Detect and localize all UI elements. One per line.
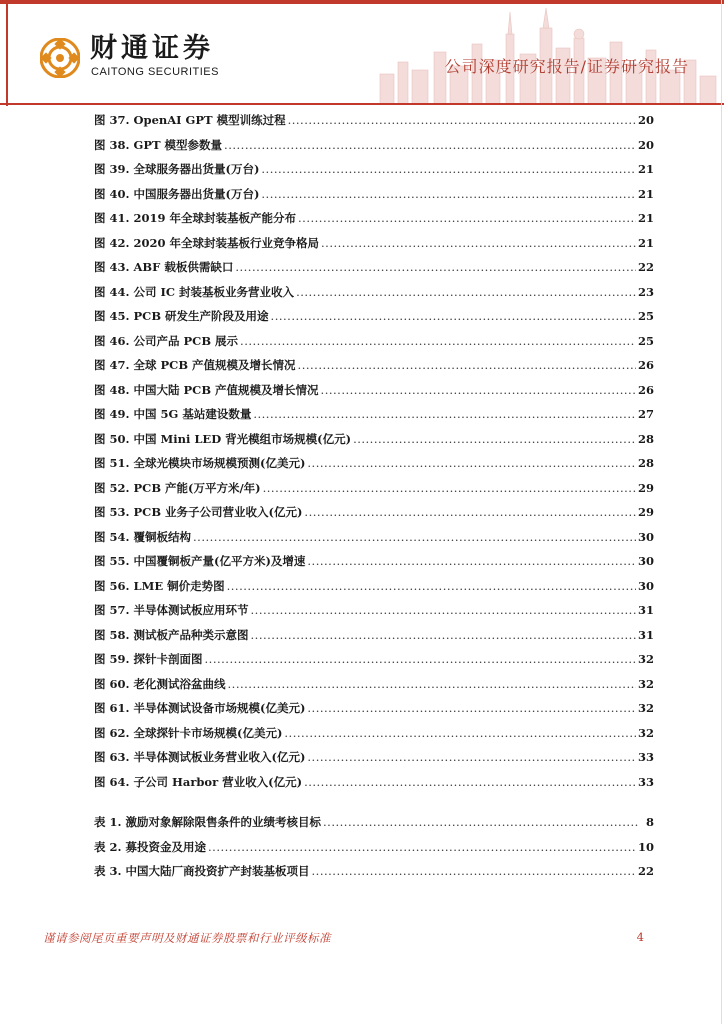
right-margin-rule	[721, 0, 722, 1024]
figure-toc-entry[interactable]	[94, 186, 654, 211]
figure-toc-entry[interactable]	[94, 676, 654, 701]
dot-leader	[240, 334, 636, 348]
figure-toc-entry[interactable]	[94, 112, 654, 137]
figure-entry-page: 26	[637, 382, 654, 397]
dot-leader	[193, 530, 636, 544]
figure-entry-page: 26	[637, 358, 654, 372]
figure-entry-title: 图 49. 中国 5G 基站建设数量	[94, 407, 252, 421]
figure-toc-entry[interactable]	[94, 382, 654, 407]
dot-leader	[321, 236, 636, 250]
figure-entry-page: 32	[637, 676, 654, 691]
dot-leader	[323, 815, 638, 829]
figure-entry-title: 图 60. 老化测试浴盆曲线	[94, 676, 226, 691]
figure-entry-page: 28	[637, 456, 654, 470]
figure-entry-title: 图 38. GPT 模型参数量	[94, 137, 223, 152]
figure-entry-page: 30	[637, 554, 654, 568]
figure-entry-page: 25	[637, 309, 654, 323]
dot-leader	[228, 677, 636, 691]
figure-entry-page: 30	[637, 578, 654, 593]
table-toc-entry[interactable]	[94, 814, 654, 839]
figure-entry-page: 20	[637, 137, 654, 152]
figure-entry-page: 32	[637, 725, 654, 740]
figure-entry-page: 33	[637, 774, 654, 789]
figure-entry-title: 图 47. 全球 PCB 产值规模及增长情况	[94, 358, 296, 372]
figure-entry-page: 27	[637, 407, 654, 421]
figure-toc-entry[interactable]	[94, 357, 654, 382]
figure-toc-entry[interactable]	[94, 431, 654, 456]
figure-entry-page: 33	[637, 750, 654, 764]
figure-entry-title: 图 61. 半导体测试设备市场规模(亿美元)	[94, 701, 306, 715]
figure-entry-title: 图 39. 全球服务器出货量(万台)	[94, 162, 260, 176]
figure-entry-page: 21	[637, 186, 654, 201]
dot-leader	[205, 652, 636, 666]
figure-toc-entry[interactable]	[94, 137, 654, 162]
dot-leader	[271, 309, 636, 323]
left-accent-rule	[6, 0, 8, 106]
dot-leader	[304, 775, 636, 789]
page-header	[0, 0, 724, 106]
figure-entry-page: 28	[637, 431, 654, 446]
table-of-contents	[94, 112, 654, 888]
dot-leader	[224, 138, 636, 152]
dot-leader	[304, 505, 636, 519]
dot-leader	[208, 840, 636, 854]
figure-entry-title: 图 42. 2020 年全球封装基板行业竞争格局	[94, 235, 320, 250]
footer-page-number: 4	[636, 930, 644, 944]
figure-toc-entry[interactable]	[94, 455, 654, 480]
figure-entry-title: 图 54. 覆铜板结构	[94, 529, 192, 544]
figure-toc-entry[interactable]	[94, 504, 654, 529]
figure-entry-title: 图 37. OpenAI GPT 模型训练过程	[94, 113, 286, 127]
figure-entry-page: 21	[637, 211, 654, 225]
figure-entry-title: 图 48. 中国大陆 PCB 产值规模及增长情况	[94, 382, 319, 397]
dot-leader	[251, 628, 636, 642]
dot-leader	[251, 603, 636, 617]
dot-leader	[227, 579, 636, 593]
figure-entry-title: 图 58. 测试板产品种类示意图	[94, 627, 249, 642]
figure-entry-title: 图 52. PCB 产能(万平方米/年)	[94, 480, 261, 495]
table-entry-title: 表 3. 中国大陆厂商投资扩产封装基板项目	[94, 864, 310, 878]
figure-entry-title: 图 50. 中国 Mini LED 背光模组市场规模(亿元)	[94, 431, 352, 446]
figure-entry-page: 20	[637, 113, 654, 127]
dot-leader	[261, 187, 636, 201]
figure-entry-title: 图 41. 2019 年全球封装基板产能分布	[94, 211, 297, 225]
figure-entry-title: 图 63. 半导体测试板业务营业收入(亿元)	[94, 750, 306, 764]
figure-toc-entry[interactable]	[94, 700, 654, 725]
caitong-logo-icon	[40, 38, 80, 78]
figure-entry-page: 29	[637, 480, 654, 495]
figure-entry-title: 图 53. PCB 业务子公司营业收入(亿元)	[94, 505, 303, 519]
dot-leader	[298, 358, 636, 372]
figure-entry-title: 图 45. PCB 研发生产阶段及用途	[94, 309, 269, 323]
figure-toc-entry[interactable]	[94, 774, 654, 799]
figure-entry-title: 图 59. 探针卡剖面图	[94, 652, 203, 666]
table-toc-entry[interactable]	[94, 839, 654, 864]
dot-leader	[353, 432, 636, 446]
brand-name-cn: 财通证券	[90, 33, 214, 64]
header-divider	[0, 103, 724, 105]
figure-entry-title: 图 44. 公司 IC 封装基板业务营业收入	[94, 284, 295, 299]
dot-leader	[307, 456, 636, 470]
brand-name-en: CAITONG SECURITIES	[91, 66, 219, 78]
footer-disclaimer: 谨请参阅尾页重要声明及财通证券股票和行业评级标准	[43, 931, 331, 945]
table-entry-page: 22	[637, 864, 654, 878]
figure-toc-entry[interactable]	[94, 725, 654, 750]
dot-leader	[261, 162, 636, 176]
dot-leader	[312, 864, 636, 878]
table-toc-entry[interactable]	[94, 863, 654, 888]
figure-toc-entry[interactable]	[94, 308, 654, 333]
figure-entry-page: 32	[637, 652, 654, 666]
figure-toc-entry[interactable]	[94, 749, 654, 774]
figure-entry-title: 图 64. 子公司 Harbor 营业收入(亿元)	[94, 774, 303, 789]
dot-leader	[284, 726, 636, 740]
figure-entry-title: 图 46. 公司产品 PCB 展示	[94, 333, 239, 348]
figure-entry-title: 图 51. 全球光模块市场规模预测(亿美元)	[94, 456, 306, 470]
figure-toc-entry[interactable]	[94, 553, 654, 578]
table-entry-title: 表 2. 募投资金及用途	[94, 839, 207, 854]
figure-entry-page: 25	[637, 333, 654, 348]
figure-entry-title: 图 56. LME 铜价走势图	[94, 578, 225, 593]
figure-entry-page: 21	[637, 162, 654, 176]
figure-toc-entry[interactable]	[94, 602, 654, 627]
figure-entry-title: 图 40. 中国服务器出货量(万台)	[94, 186, 260, 201]
figure-entry-page: 22	[637, 260, 654, 274]
table-entry-title: 表 1. 激励对象解除限售条件的业绩考核目标	[94, 815, 322, 829]
dot-leader	[253, 407, 636, 421]
figure-toc-entry[interactable]	[94, 259, 654, 284]
table-entry-page: 10	[637, 839, 654, 854]
figure-entry-page: 31	[637, 627, 654, 642]
dot-leader	[307, 554, 636, 568]
dot-leader	[296, 285, 636, 299]
figure-toc-entry[interactable]	[94, 161, 654, 186]
dot-leader	[298, 211, 636, 225]
dot-leader	[321, 383, 636, 397]
figure-entry-title: 图 43. ABF 载板供需缺口	[94, 260, 234, 274]
figure-toc-entry[interactable]	[94, 529, 654, 554]
figure-toc-entry[interactable]	[94, 578, 654, 603]
figure-entry-page: 31	[637, 603, 654, 617]
figure-entry-page: 21	[637, 235, 654, 250]
figure-toc-entry[interactable]	[94, 627, 654, 652]
figure-toc-entry[interactable]	[94, 406, 654, 431]
dot-leader	[263, 481, 636, 495]
figure-toc-entry[interactable]	[94, 480, 654, 505]
report-type-label: 公司深度研究报告/证券研究报告	[444, 57, 689, 76]
dot-leader	[235, 260, 636, 274]
figure-toc-entry[interactable]	[94, 284, 654, 309]
figure-entry-page: 32	[637, 701, 654, 715]
figure-entry-title: 图 62. 全球探针卡市场规模(亿美元)	[94, 725, 283, 740]
dot-leader	[307, 750, 636, 764]
figure-entry-page: 23	[637, 284, 654, 299]
figure-toc-entry[interactable]	[94, 333, 654, 358]
dot-leader	[288, 113, 636, 127]
figure-entry-page: 29	[637, 505, 654, 519]
dot-leader	[307, 701, 636, 715]
figure-toc-entry[interactable]	[94, 210, 654, 235]
figure-entry-title: 图 57. 半导体测试板应用环节	[94, 603, 249, 617]
figure-toc-entry[interactable]	[94, 235, 654, 260]
table-entry-page: 8	[645, 815, 654, 829]
section-gap	[94, 798, 654, 814]
figure-entry-page: 30	[637, 529, 654, 544]
figure-entry-title: 图 55. 中国覆铜板产量(亿平方米)及增速	[94, 554, 306, 568]
figure-toc-entry[interactable]	[94, 651, 654, 676]
